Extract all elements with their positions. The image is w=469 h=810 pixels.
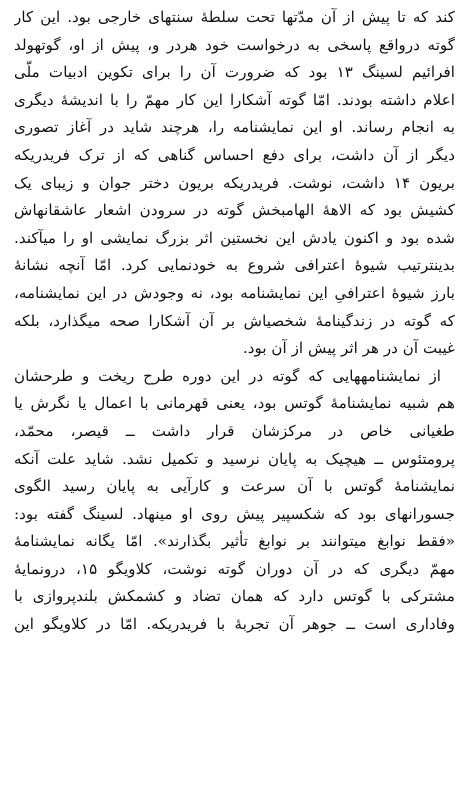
text-line: بدینترتیب شیوهٔ اعترافی شروع به خودنمایی کرد. امّا آنچه نشانهٔ bbox=[14, 256, 455, 275]
text-line: از نمایشنامههایی که گوته در این دوره طرح ریخت و طرحشان bbox=[14, 366, 441, 385]
text-line: پرومتئوس ــ هیچیک به پایان نرسید و تکمیل نشد. شاید علت آنکه bbox=[14, 449, 455, 468]
text-line: جسورانهای بود که شکسپیر پیش روی او مینهاد. لسینگ گفته بود: bbox=[14, 504, 455, 523]
text-line: طغیانی خاص در مرکزشان قرار داشت ــ قیصر، محمّد، bbox=[14, 421, 455, 440]
text-line: مشترکی با گوتس دارد که همان تضاد و کشمکش بلندپروازی با bbox=[14, 587, 455, 606]
text-line: وفاداری است ــ جوهر آن تجربهٔ با فریدریکه. امّا در کلاویگو این bbox=[14, 615, 455, 634]
paragraph-2 bbox=[14, 363, 455, 639]
text-line: گوته درواقع پاسخی به درخواست خود هردر و، پیش از او، گوتهولد bbox=[14, 35, 455, 54]
text-line: اعلام داشته بودند. امّا گوته آشکارا این کار مهمّ را با اندیشهٔ دیگری bbox=[14, 90, 455, 109]
text-line: هم شبیه نمایشنامهٔ گوتس بود، یعنی قهرمانی با اعمال یا نگرش یا bbox=[14, 394, 455, 413]
text-line: نمایشنامهٔ گوتس با آن سرعت و کارآیی به پایان رسید الگوی bbox=[14, 477, 455, 496]
text-line: که گوته در زندگینامهٔ شخصیاش بر آن آشکارا صحه میگذارد، بلکه bbox=[14, 311, 455, 330]
text-line: شده بود و اکنون یادش این نخستین اثر بزرگ نمایشی او را میآکند. bbox=[14, 228, 455, 247]
text-line: «فقط نوابغ میتوانند بر نوابغ تأثیر بگذارند». امّا یگانه نمایشنامهٔ bbox=[14, 532, 455, 551]
text-line: دیگر از آن داشت، برای دفع احساس گناهی که از ترک فریدریکه bbox=[14, 145, 455, 164]
text-line: غیبت آن در هر اثر پیش از آن بود. bbox=[242, 339, 455, 358]
text-line: بریون ۱۴ داشت، نوشت. فریدریکه بریون دختر جوان و زیبای یک bbox=[14, 173, 455, 192]
text-line: بارز شیوهٔ اعترافیِ این نمایشنامه بود، نه وجودش در این نمایشنامه، bbox=[14, 283, 455, 302]
paragraph-1 bbox=[14, 4, 455, 363]
text-line: به انجام رساند. او این نمایشنامه را، هرچند شاید در آغاز تصوری bbox=[14, 118, 455, 137]
text-line: افرائیم لسینگ ۱۳ بود که ضرورت آن را برای تکوین ادبیات ملّی bbox=[14, 63, 455, 82]
text-line: کشیش بود که الاههٔ الهامبخش گوته در سرودن اشعار عاشقانهاش bbox=[14, 201, 455, 220]
document-page bbox=[14, 4, 455, 639]
text-line: کند که تا پیش از آن مدّتها تحت سلطهٔ سنتهای خارجی بود. این کار bbox=[14, 8, 455, 26]
text-line: مهمّ دیگری که در آن دوران گوته نوشت، کلاویگو ۱۵، درونمایهٔ bbox=[14, 559, 455, 578]
